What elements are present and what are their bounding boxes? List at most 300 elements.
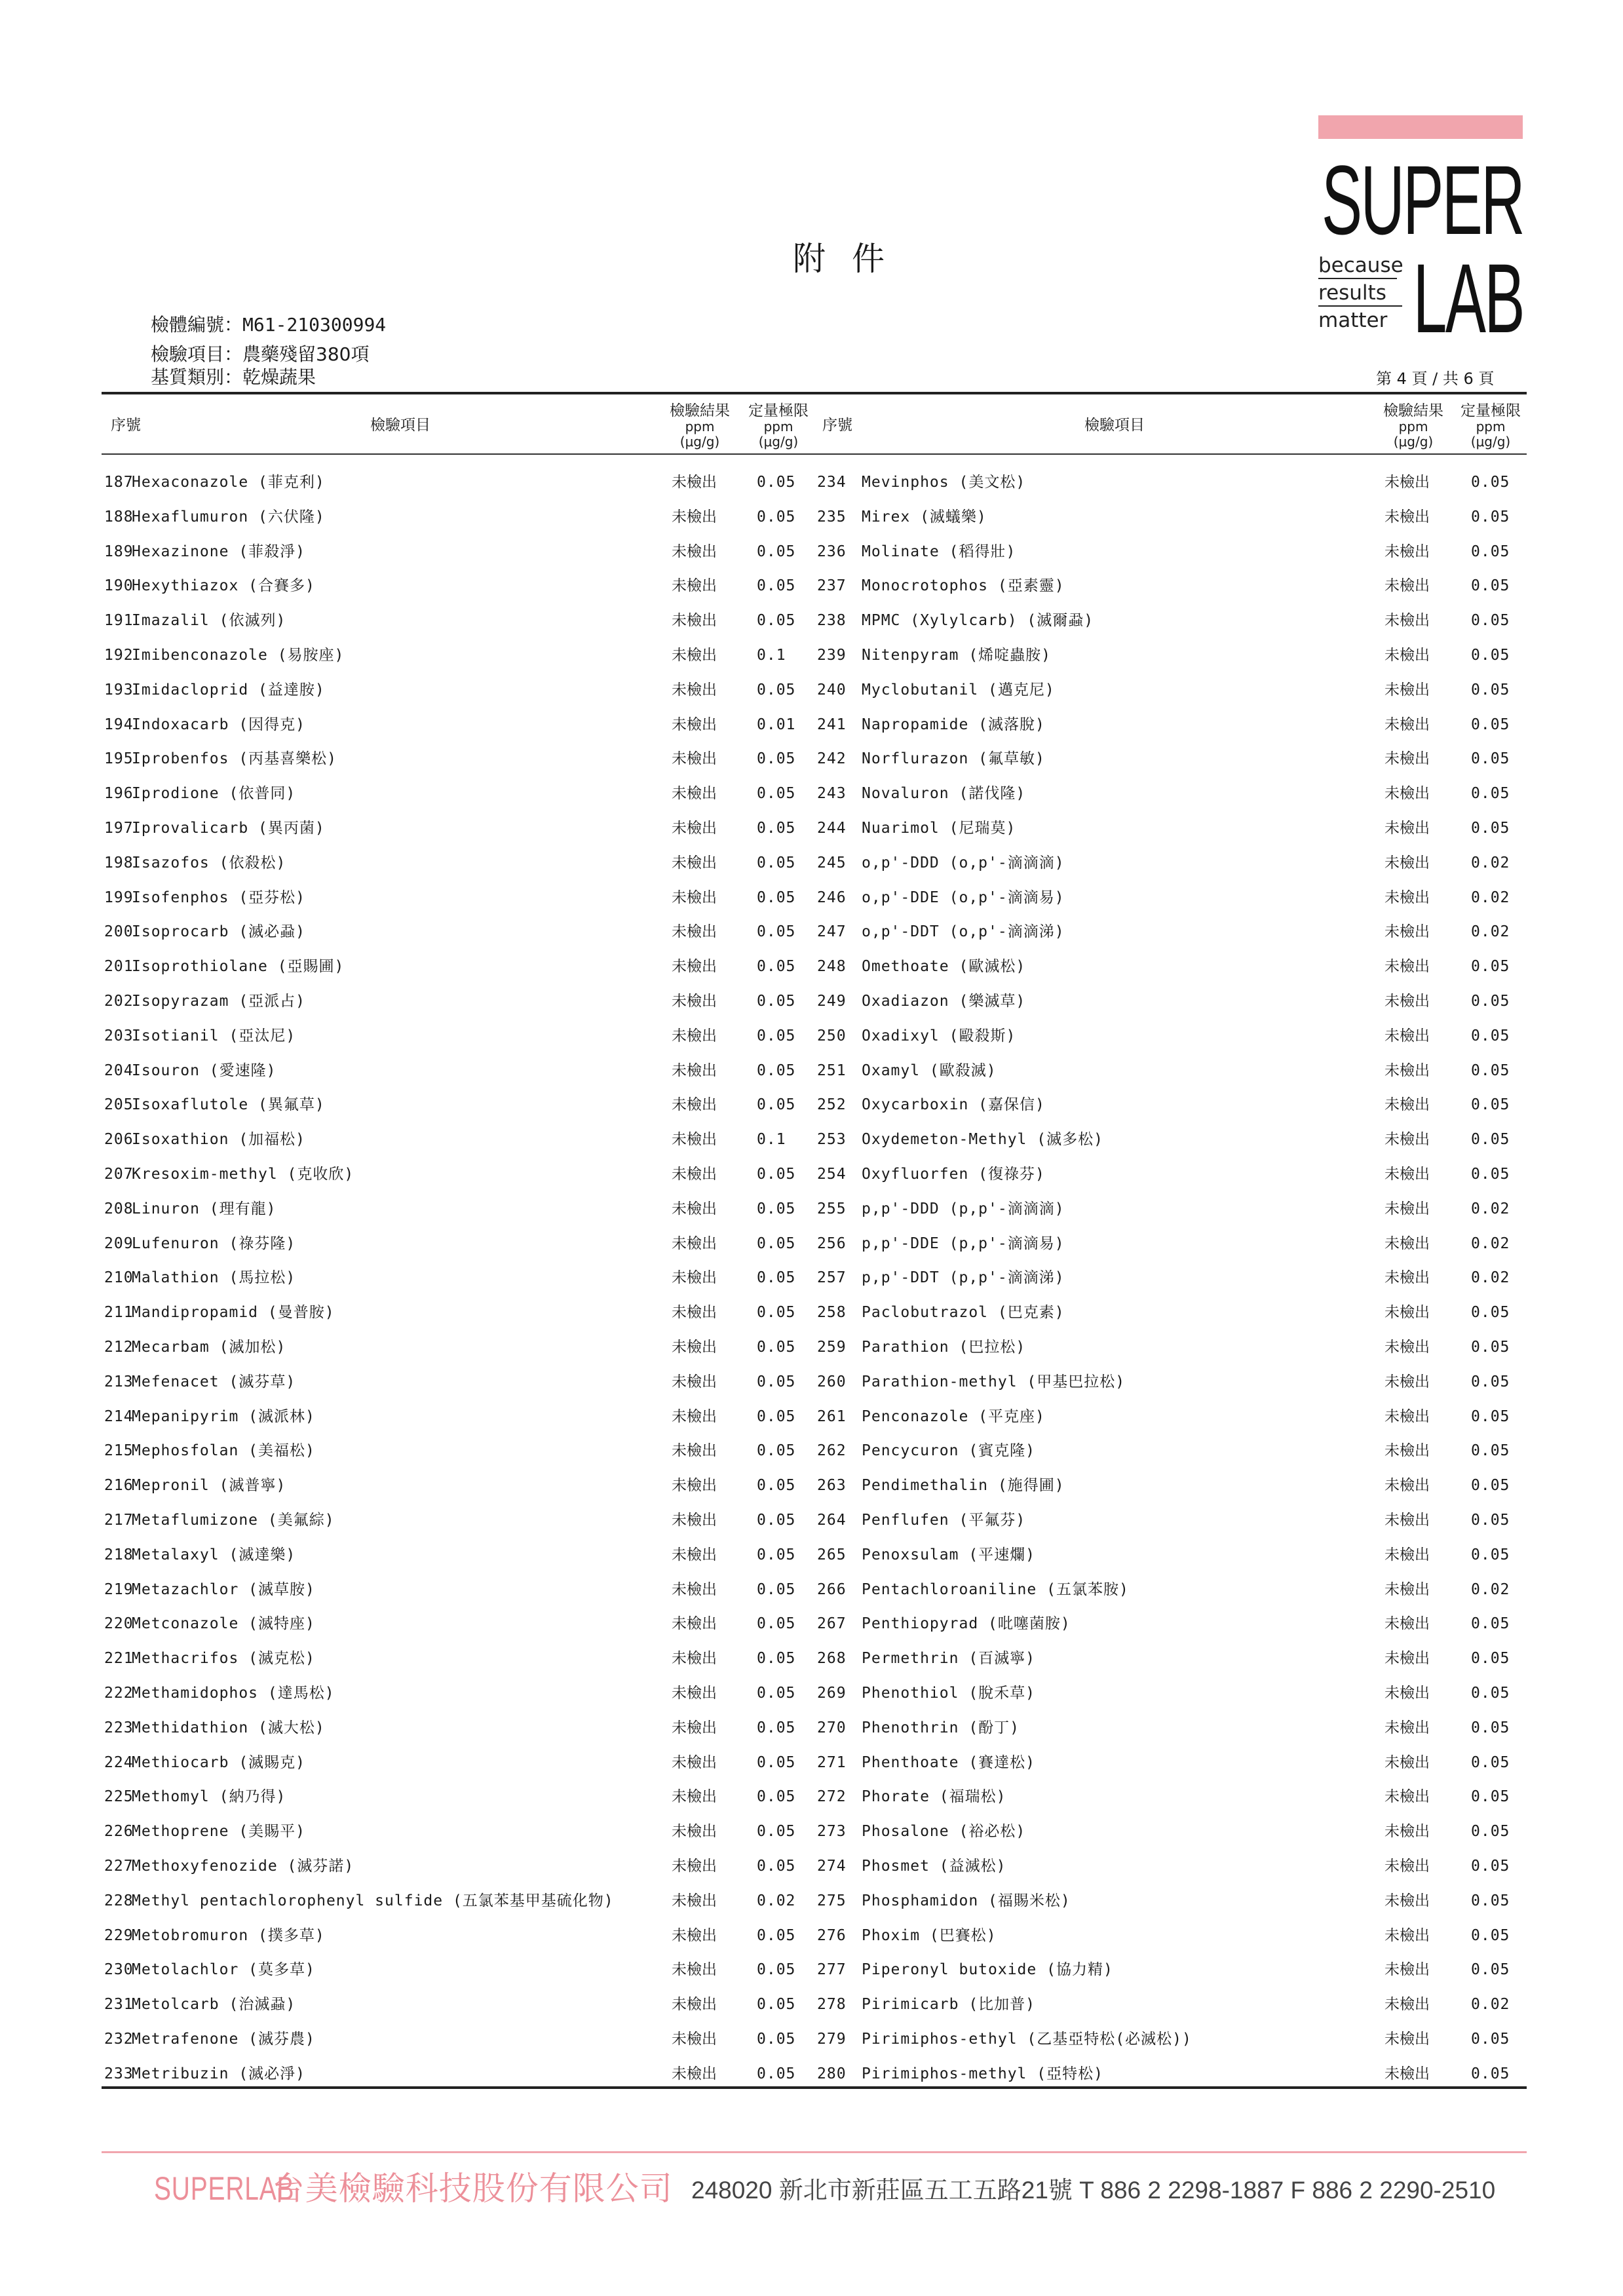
row-result-right: 未檢出 [1384, 1477, 1430, 1495]
row-result-right: 未檢出 [1384, 785, 1430, 803]
row-result-left: 未檢出 [672, 785, 717, 803]
table-row [102, 1295, 1527, 1330]
sample-number-value: M61-210300994 [242, 314, 387, 335]
row-number-left: 216 [104, 1477, 134, 1495]
row-item-name-left: Hexaconazole (菲克利) [132, 474, 325, 491]
row-limit-left: 0.05 [757, 1961, 796, 1979]
row-item-name-left: Metolcarb (治滅蝨) [132, 1996, 296, 2014]
row-item-name-left: Mefenacet (滅芬草) [132, 1373, 296, 1390]
row-result-right: 未檢出 [1384, 1131, 1430, 1149]
row-result-right: 未檢出 [1384, 1373, 1430, 1390]
row-item-name-right: p,p'-DDD (p,p'-滴滴滴) [862, 1200, 1065, 1217]
row-item-name-left: Iprodione (依普同) [132, 785, 296, 803]
table-row [102, 465, 1527, 500]
row-number-right: 266 [817, 1580, 847, 1598]
row-result-right: 未檢出 [1384, 1546, 1430, 1563]
row-result-left: 未檢出 [672, 1027, 717, 1044]
row-number-right: 239 [817, 647, 847, 664]
row-limit-right: 0.05 [1471, 1892, 1510, 1909]
row-limit-left: 0.05 [757, 750, 796, 768]
footer-brand-latin: SUPERLAB [154, 2170, 295, 2207]
row-limit-left: 0.1 [757, 647, 786, 664]
row-item-name-right: Pentachloroaniline (五氯苯胺) [862, 1580, 1129, 1598]
page-title: 附件 [793, 240, 911, 278]
row-result-right: 未檢出 [1384, 993, 1430, 1010]
table-row [102, 776, 1527, 811]
logo-accent-bar [1318, 115, 1523, 139]
table-row [102, 1746, 1527, 1780]
row-result-left: 未檢出 [672, 1166, 717, 1183]
row-result-left: 未檢出 [672, 1823, 717, 1841]
table-row [102, 984, 1527, 1019]
table-row [102, 1849, 1527, 1884]
row-limit-right: 0.05 [1471, 543, 1510, 560]
row-item-name-left: Metolachlor (莫多草) [132, 1961, 315, 1979]
row-item-name-right: Omethoate (歐滅松) [862, 958, 1026, 976]
row-number-right: 273 [817, 1823, 847, 1841]
row-result-right: 未檢出 [1384, 1304, 1430, 1322]
row-number-left: 195 [104, 750, 134, 768]
table-row [102, 949, 1527, 984]
row-limit-right: 0.05 [1471, 1823, 1510, 1841]
table-row [102, 1019, 1527, 1054]
row-number-right: 278 [817, 1996, 847, 2014]
row-limit-right: 0.05 [1471, 1719, 1510, 1736]
row-limit-left: 0.1 [757, 1131, 786, 1149]
row-limit-right: 0.05 [1471, 2031, 1510, 2048]
matrix-label: 基質類別： [151, 366, 243, 388]
row-item-name-left: Isotianil (亞汰尼) [132, 1027, 296, 1044]
table-row [102, 2057, 1527, 2092]
header-seq-right: 序號 [822, 417, 852, 434]
row-limit-left: 0.05 [757, 923, 796, 941]
row-result-right: 未檢出 [1384, 923, 1430, 941]
row-result-left: 未檢出 [672, 1200, 717, 1217]
table-row [102, 603, 1527, 638]
row-number-left: 229 [104, 1926, 134, 1944]
table-row [102, 1227, 1527, 1261]
footer-company-name [154, 2162, 673, 2210]
row-item-name-right: Penthiopyrad (吡噻菌胺) [862, 1615, 1071, 1633]
row-result-right: 未檢出 [1384, 1685, 1430, 1702]
row-result-left: 未檢出 [672, 993, 717, 1010]
table-row [102, 535, 1527, 569]
row-number-right: 270 [817, 1719, 847, 1736]
row-result-right: 未檢出 [1384, 1996, 1430, 2014]
table-row [102, 1711, 1527, 1746]
row-item-name-right: Oxydemeton-Methyl (滅多松) [862, 1131, 1103, 1149]
row-result-left: 未檢出 [672, 1892, 717, 1909]
row-limit-right: 0.05 [1471, 508, 1510, 526]
row-item-name-right: Phosmet (益滅松) [862, 1858, 1006, 1875]
row-limit-right: 0.05 [1471, 1304, 1510, 1322]
row-result-right: 未檢出 [1384, 2065, 1430, 2082]
row-number-left: 221 [104, 1650, 134, 1668]
row-limit-right: 0.05 [1471, 1166, 1510, 1183]
row-item-name-right: Pirimicarb (比加普) [862, 1996, 1036, 2014]
row-limit-right: 0.05 [1471, 2065, 1510, 2082]
row-result-left: 未檢出 [672, 612, 717, 630]
row-result-right: 未檢出 [1384, 1580, 1430, 1598]
row-result-right: 未檢出 [1384, 1442, 1430, 1460]
row-result-right: 未檢出 [1384, 750, 1430, 768]
row-item-name-right: Molinate (稻得壯) [862, 543, 1016, 560]
row-limit-left: 0.05 [757, 820, 796, 837]
row-number-left: 194 [104, 716, 134, 733]
row-limit-left: 0.05 [757, 1512, 796, 1529]
row-result-right: 未檢出 [1384, 543, 1430, 560]
superlab-logo [1318, 154, 1528, 351]
row-limit-right: 0.05 [1471, 1477, 1510, 1495]
row-number-right: 246 [817, 889, 847, 906]
row-item-name-right: Phoxim (巴賽松) [862, 1926, 997, 1944]
row-number-left: 215 [104, 1442, 134, 1460]
row-limit-right: 0.05 [1471, 1027, 1510, 1044]
row-limit-left: 0.05 [757, 889, 796, 906]
row-number-left: 189 [104, 543, 134, 560]
row-limit-left: 0.05 [757, 1685, 796, 1702]
row-limit-right: 0.05 [1471, 1373, 1510, 1390]
row-result-right: 未檢出 [1384, 1753, 1430, 1771]
row-result-left: 未檢出 [672, 1719, 717, 1736]
row-result-right: 未檢出 [1384, 716, 1430, 733]
row-limit-left: 0.05 [757, 1580, 796, 1598]
row-number-right: 252 [817, 1096, 847, 1114]
row-result-left: 未檢出 [672, 1858, 717, 1875]
row-item-name-left: Methomyl (納乃得) [132, 1788, 286, 1806]
row-item-name-right: o,p'-DDD (o,p'-滴滴滴) [862, 854, 1065, 871]
row-item-name-left: Lufenuron (祿芬隆) [132, 1234, 296, 1252]
row-number-right: 272 [817, 1788, 847, 1806]
row-result-left: 未檢出 [672, 1407, 717, 1425]
row-number-left: 220 [104, 1615, 134, 1633]
table-row [102, 1676, 1527, 1711]
row-number-right: 261 [817, 1407, 847, 1425]
row-item-name-left: Isoprocarb (滅必蝨) [132, 923, 306, 941]
table-row [102, 881, 1527, 915]
row-number-left: 230 [104, 1961, 134, 1979]
row-number-right: 263 [817, 1477, 847, 1495]
row-item-name-left: Iprobenfos (丙基喜樂松) [132, 750, 337, 768]
header-result-right: 檢驗結果 ppm (μg/g) [1383, 402, 1443, 450]
row-item-name-right: Parathion-methyl (甲基巴拉松) [862, 1373, 1126, 1390]
table-row [102, 1573, 1527, 1607]
row-number-right: 275 [817, 1892, 847, 1909]
row-result-left: 未檢出 [672, 1373, 717, 1390]
row-result-left: 未檢出 [672, 2065, 717, 2082]
table-row [102, 1607, 1527, 1641]
row-number-left: 199 [104, 889, 134, 906]
row-number-right: 279 [817, 2031, 847, 2048]
row-result-right: 未檢出 [1384, 612, 1430, 630]
row-result-left: 未檢出 [672, 958, 717, 976]
row-result-left: 未檢出 [672, 1442, 717, 1460]
row-limit-left: 0.05 [757, 1269, 796, 1287]
row-item-name-left: Metazachlor (滅草胺) [132, 1580, 315, 1598]
row-limit-left: 0.05 [757, 854, 796, 871]
row-item-name-left: Isopyrazam (亞派占) [132, 993, 306, 1010]
table-row [102, 1468, 1527, 1503]
test-item-label: 檢驗項目： [151, 343, 243, 365]
row-result-right: 未檢出 [1384, 1062, 1430, 1079]
table-row [102, 1088, 1527, 1122]
row-number-left: 211 [104, 1304, 134, 1322]
test-item-value: 農藥殘留380項 [242, 343, 370, 365]
row-limit-right: 0.02 [1471, 1996, 1510, 2014]
row-item-name-right: Oxyfluorfen (復祿芬) [862, 1166, 1045, 1183]
row-item-name-right: Phenthoate (賽達松) [862, 1753, 1036, 1771]
row-item-name-right: Pirimiphos-methyl (亞特松) [862, 2065, 1103, 2082]
row-limit-left: 0.05 [757, 1546, 796, 1563]
row-number-left: 202 [104, 993, 134, 1010]
row-item-name-left: Linuron (理有龍) [132, 1200, 277, 1217]
row-result-left: 未檢出 [672, 1753, 717, 1771]
row-number-right: 280 [817, 2065, 847, 2082]
row-result-right: 未檢出 [1384, 2031, 1430, 2048]
table-row [102, 1122, 1527, 1157]
table-row [102, 1814, 1527, 1849]
row-number-left: 233 [104, 2065, 134, 2082]
row-item-name-right: Mirex (滅蟻樂) [862, 508, 987, 526]
row-item-name-left: Mepanipyrim (滅派林) [132, 1407, 315, 1425]
row-number-left: 226 [104, 1823, 134, 1841]
table-row [102, 811, 1527, 846]
row-result-right: 未檢出 [1384, 1650, 1430, 1668]
row-limit-left: 0.05 [757, 1442, 796, 1460]
row-number-left: 232 [104, 2031, 134, 2048]
row-result-left: 未檢出 [672, 1234, 717, 1252]
row-item-name-right: MPMC (Xylylcarb) (滅爾蝨) [862, 612, 1094, 630]
row-number-right: 247 [817, 923, 847, 941]
row-number-left: 191 [104, 612, 134, 630]
row-item-name-left: Metalaxyl (滅達樂) [132, 1546, 296, 1563]
row-limit-left: 0.05 [757, 1027, 796, 1044]
row-result-right: 未檢出 [1384, 577, 1430, 595]
row-number-left: 206 [104, 1131, 134, 1149]
row-number-right: 238 [817, 612, 847, 630]
header-limit-right: 定量極限 ppm (μg/g) [1461, 402, 1521, 450]
row-number-left: 207 [104, 1166, 134, 1183]
footer-divider [102, 2151, 1527, 2153]
row-number-left: 228 [104, 1892, 134, 1909]
row-number-left: 193 [104, 681, 134, 698]
row-number-left: 227 [104, 1858, 134, 1875]
row-number-right: 234 [817, 474, 847, 491]
row-item-name-left: Methoprene (美賜平) [132, 1823, 306, 1841]
logo-tagline-because: because [1318, 254, 1403, 277]
row-result-right: 未檢出 [1384, 1926, 1430, 1944]
row-item-name-left: Mecarbam (滅加松) [132, 1339, 286, 1356]
row-result-right: 未檢出 [1384, 1200, 1430, 1217]
row-result-right: 未檢出 [1384, 1719, 1430, 1736]
row-limit-right: 0.05 [1471, 716, 1510, 733]
row-result-right: 未檢出 [1384, 1858, 1430, 1875]
row-number-right: 265 [817, 1546, 847, 1563]
row-result-left: 未檢出 [672, 1546, 717, 1563]
row-item-name-left: Isouron (愛速隆) [132, 1062, 277, 1079]
row-item-name-left: Isofenphos (亞芬松) [132, 889, 306, 906]
row-result-right: 未檢出 [1384, 681, 1430, 698]
row-limit-right: 0.05 [1471, 1788, 1510, 1806]
row-item-name-right: p,p'-DDE (p,p'-滴滴易) [862, 1234, 1065, 1252]
row-result-right: 未檢出 [1384, 1512, 1430, 1529]
row-limit-left: 0.05 [757, 1615, 796, 1633]
row-result-right: 未檢出 [1384, 1096, 1430, 1114]
row-limit-right: 0.02 [1471, 923, 1510, 941]
row-number-right: 249 [817, 993, 847, 1010]
table-row [102, 1365, 1527, 1400]
header-result-left: 檢驗結果 ppm (μg/g) [670, 402, 730, 450]
row-item-name-left: Metaflumizone (美氟綜) [132, 1512, 335, 1529]
row-number-left: 188 [104, 508, 134, 526]
row-number-left: 200 [104, 923, 134, 941]
row-number-left: 209 [104, 1234, 134, 1252]
table-header [102, 394, 1527, 455]
row-limit-left: 0.05 [757, 1823, 796, 1841]
table-row [102, 638, 1527, 673]
row-item-name-left: Imibenconazole (易胺座) [132, 647, 345, 664]
row-number-left: 204 [104, 1062, 134, 1079]
row-item-name-left: Kresoxim-methyl (克收欣) [132, 1166, 354, 1183]
row-number-right: 260 [817, 1373, 847, 1390]
row-limit-right: 0.05 [1471, 1858, 1510, 1875]
row-number-right: 250 [817, 1027, 847, 1044]
table-row [102, 1330, 1527, 1365]
row-result-left: 未檢出 [672, 1650, 717, 1668]
page-indicator: 第 4 頁 / 共 6 頁 [1376, 370, 1495, 388]
row-number-right: 235 [817, 508, 847, 526]
row-number-right: 241 [817, 716, 847, 733]
table-row [102, 708, 1527, 742]
row-item-name-right: Phorate (福瑞松) [862, 1788, 1006, 1806]
row-number-left: 190 [104, 577, 134, 595]
row-limit-left: 0.05 [757, 993, 796, 1010]
row-limit-left: 0.05 [757, 1719, 796, 1736]
row-item-name-right: Pirimiphos-ethyl (乙基亞特松(必滅松)) [862, 2031, 1192, 2048]
row-item-name-right: o,p'-DDE (o,p'-滴滴易) [862, 889, 1065, 906]
row-item-name-right: Paclobutrazol (巴克素) [862, 1304, 1065, 1322]
row-result-right: 未檢出 [1384, 854, 1430, 871]
row-number-left: 201 [104, 958, 134, 976]
row-item-name-right: Oxadiazon (樂滅草) [862, 993, 1026, 1010]
row-number-left: 212 [104, 1339, 134, 1356]
row-item-name-left: Metconazole (滅特座) [132, 1615, 315, 1633]
row-result-left: 未檢出 [672, 681, 717, 698]
table-row [102, 1434, 1527, 1468]
row-item-name-right: Mevinphos (美文松) [862, 474, 1026, 491]
row-result-left: 未檢出 [672, 1062, 717, 1079]
row-number-right: 254 [817, 1166, 847, 1183]
row-limit-left: 0.05 [757, 1339, 796, 1356]
row-limit-right: 0.02 [1471, 1269, 1510, 1287]
footer-address: 248020 新北市新莊區五工五路21號 T 886 2 2298-1887 F 886 2 2290-2510 [691, 2177, 1496, 2204]
table-row [102, 1953, 1527, 1987]
row-item-name-right: Pendimethalin (施得圃) [862, 1477, 1065, 1495]
row-limit-left: 0.05 [757, 958, 796, 976]
row-number-right: 251 [817, 1062, 847, 1079]
row-item-name-left: Methoxyfenozide (滅芬諾) [132, 1858, 354, 1875]
row-number-left: 224 [104, 1753, 134, 1771]
row-number-left: 205 [104, 1096, 134, 1114]
row-limit-right: 0.05 [1471, 1442, 1510, 1460]
row-limit-left: 0.05 [757, 1304, 796, 1322]
row-item-name-right: Nitenpyram (烯啶蟲胺) [862, 647, 1052, 664]
row-item-name-right: Oxadixyl (毆殺斯) [862, 1027, 1016, 1044]
row-limit-left: 0.05 [757, 1373, 796, 1390]
row-number-right: 276 [817, 1926, 847, 1944]
row-limit-right: 0.02 [1471, 854, 1510, 871]
row-limit-left: 0.05 [757, 2065, 796, 2082]
row-result-left: 未檢出 [672, 543, 717, 560]
row-limit-right: 0.05 [1471, 1546, 1510, 1563]
row-result-left: 未檢出 [672, 508, 717, 526]
row-limit-left: 0.05 [757, 681, 796, 698]
row-result-right: 未檢出 [1384, 1339, 1430, 1356]
table-row [102, 1538, 1527, 1573]
row-number-left: 222 [104, 1685, 134, 1702]
row-limit-left: 0.05 [757, 2031, 796, 2048]
row-limit-right: 0.05 [1471, 1926, 1510, 1944]
row-result-right: 未檢出 [1384, 1027, 1430, 1044]
row-result-right: 未檢出 [1384, 958, 1430, 976]
logo-tagline-results: results [1318, 281, 1386, 305]
row-result-left: 未檢出 [672, 1512, 717, 1529]
row-item-name-left: Imidacloprid (益達胺) [132, 681, 325, 698]
row-item-name-right: Oxycarboxin (嘉保信) [862, 1096, 1045, 1114]
row-limit-right: 0.05 [1471, 612, 1510, 630]
row-item-name-right: Penconazole (平克座) [862, 1407, 1045, 1425]
sample-number-label: 檢體編號： [151, 314, 243, 335]
row-number-left: 196 [104, 785, 134, 803]
row-item-name-right: Phenothrin (酚丁) [862, 1719, 1020, 1736]
row-limit-right: 0.05 [1471, 993, 1510, 1010]
row-limit-right: 0.05 [1471, 750, 1510, 768]
row-result-left: 未檢出 [672, 750, 717, 768]
row-limit-right: 0.05 [1471, 1753, 1510, 1771]
row-limit-left: 0.05 [757, 1788, 796, 1806]
row-result-left: 未檢出 [672, 1961, 717, 1979]
row-limit-right: 0.05 [1471, 647, 1510, 664]
row-number-left: 219 [104, 1580, 134, 1598]
table-row [102, 742, 1527, 776]
row-limit-left: 0.05 [757, 612, 796, 630]
sample-number-line [151, 311, 386, 337]
logo-tagline-matter: matter [1318, 309, 1388, 332]
row-result-right: 未檢出 [1384, 1407, 1430, 1425]
matrix-line [151, 363, 316, 389]
row-limit-left: 0.05 [757, 543, 796, 560]
row-limit-right: 0.05 [1471, 958, 1510, 976]
row-item-name-right: Phenothiol (脫禾草) [862, 1685, 1036, 1702]
row-number-right: 237 [817, 577, 847, 595]
row-item-name-right: p,p'-DDT (p,p'-滴滴涕) [862, 1269, 1065, 1287]
row-result-left: 未檢出 [672, 1580, 717, 1598]
footer-brand-cn: 台美檢驗科技股份有限公司 [271, 2170, 673, 2208]
row-result-right: 未檢出 [1384, 508, 1430, 526]
row-limit-left: 0.05 [757, 1858, 796, 1875]
row-result-left: 未檢出 [672, 1685, 717, 1702]
table-row [102, 1641, 1527, 1676]
row-number-right: 248 [817, 958, 847, 976]
row-number-left: 203 [104, 1027, 134, 1044]
row-item-name-left: Iprovalicarb (異丙菌) [132, 820, 325, 837]
test-item-line [151, 340, 369, 366]
row-item-name-left: Mephosfolan (美福松) [132, 1442, 315, 1460]
row-result-left: 未檢出 [672, 854, 717, 871]
row-limit-right: 0.05 [1471, 1650, 1510, 1668]
table-row [102, 1987, 1527, 2022]
row-number-right: 269 [817, 1685, 847, 1702]
